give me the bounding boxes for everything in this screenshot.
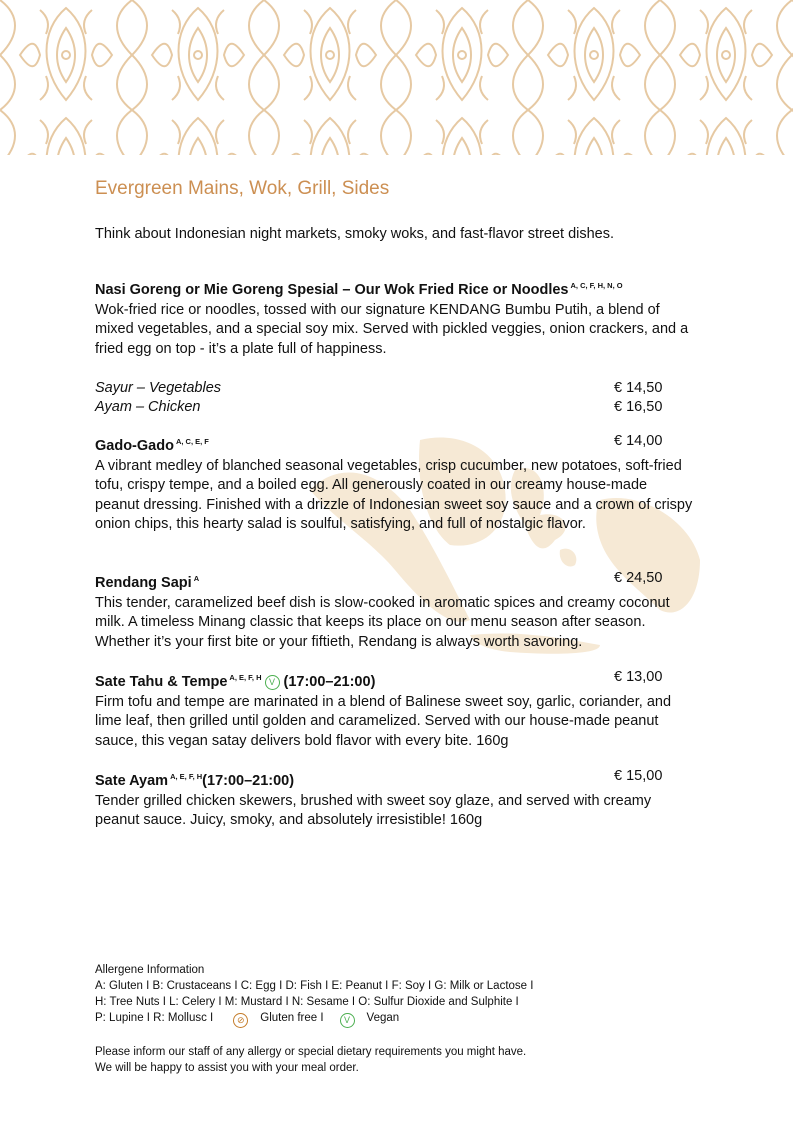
ornamental-pattern-header (0, 0, 793, 155)
serving-time: (17:00–21:00) (202, 773, 295, 789)
allergen-codes: A, C, F, H, N, O (570, 281, 623, 290)
dish-name: Nasi Goreng or Mie Goreng Spesial – Our Wok Fried Rice or Noodles (95, 282, 569, 298)
dish-description: This tender, caramelized beef dish is slow-cooked in aromatic spices and creamy coconut milk. A timeless Minang classic that keeps its place on our menu season after season. Whether it’s your first bite or your fiftieth, Rendang is always worth savoring. (95, 594, 670, 650)
allergen-information (95, 962, 715, 1028)
vegan-icon: V (340, 1013, 355, 1028)
dish-title (95, 569, 695, 594)
dish-title (95, 432, 695, 457)
dish-price: € 14,00 (614, 433, 663, 449)
dish-name: Sate Tahu & Tempe (95, 674, 228, 690)
notice-line: We will be happy to assist you with your meal order. (95, 1062, 359, 1074)
dish-description: Tender grilled chicken skewers, brushed with sweet soy glaze, and served with creamy peanut sauce. Juicy, smoky, and absolutely irresistible! 160g (95, 792, 652, 828)
gluten-free-label: Gluten free I (260, 1012, 324, 1024)
gluten-free-icon: ⊘ (233, 1013, 248, 1028)
dish-price: € 13,00 (614, 669, 663, 685)
variant-chicken (95, 398, 695, 418)
dish-sate-tahu-tempe (95, 668, 695, 751)
allergen-line-legend (95, 1010, 715, 1028)
allergen-title: Allergene Information (95, 964, 205, 976)
intro-text: Think about Indonesian night markets, smoky woks, and fast-flavor street dishes. (95, 226, 615, 242)
dish-nasi-goreng (95, 276, 695, 418)
dish-price: € 15,00 (614, 768, 663, 784)
allergen-line: P: Lupine I R: Mollusc I (95, 1012, 214, 1024)
serving-time: (17:00–21:00) (283, 674, 376, 690)
dish-rendang-sapi (95, 569, 695, 652)
allergen-codes: A, E, F, H (170, 772, 203, 781)
dish-description: Wok-fried rice or noodles, tossed with our signature KENDANG Bumbu Putih, a blend of mixed vegetables, and a special soy mix. Served with pickled veggies, onion crackers, and a fried egg on top - it’s a plate full of happiness. (95, 301, 689, 357)
allergen-codes: A (193, 574, 200, 583)
dish-title (95, 276, 695, 301)
dish-price: € 24,50 (614, 570, 663, 586)
dish-name: Gado-Gado (95, 438, 174, 454)
variant-label: Sayur – Vegetables (95, 379, 222, 396)
dietary-notice (95, 1044, 526, 1076)
dish-sate-ayam (95, 767, 695, 831)
allergen-line: H: Tree Nuts I L: Celery I M: Mustard I N: Sesame I O: Sulfur Dioxide and Sulphite I (95, 996, 519, 1008)
variant-price: € 14,50 (614, 379, 663, 396)
dish-description: A vibrant medley of blanched seasonal vegetables, crisp cucumber, new potatoes, soft-fried tofu, crispy tempe, and a boiled egg. All generously coated in our creamy house-made peanut dressing. Finished with a drizzle of Indonesian sweet soy sauce and a crown of crispy onion chips, this hearty salad is soulful, satisfying, and full of nostalgic flavor. (95, 457, 693, 532)
dish-gado-gado (95, 432, 695, 535)
dish-description: Firm tofu and tempe are marinated in a blend of Balinese sweet soy, garlic, coriander, and lime leaf, then grilled until golden and caramelized. Served with our house-made peanut sauce, this vegan satay delivers bold flavor with every bite. 160g (95, 693, 672, 749)
vegan-label: Vegan (366, 1012, 400, 1024)
section-title: Evergreen Mains, Wok, Grill, Sides (95, 178, 390, 199)
allergen-codes: A, E, F, H (229, 673, 262, 682)
dish-name: Sate Ayam (95, 773, 169, 789)
dish-name: Rendang Sapi (95, 575, 192, 591)
allergen-codes: A, C, E, F (175, 437, 209, 446)
dish-title (95, 767, 695, 792)
variant-label: Ayam – Chicken (95, 399, 201, 415)
dish-title (95, 668, 695, 693)
variant-price: € 16,50 (614, 399, 663, 415)
vegan-icon: V (265, 675, 280, 690)
notice-line: Please inform our staff of any allergy or special dietary requirements you might have. (95, 1046, 527, 1058)
allergen-line: A: Gluten I B: Crustaceans I C: Egg I D: Fish I E: Peanut I F: Soy I G: Milk or Lactose I (95, 980, 534, 992)
variant-vegetables (95, 379, 695, 399)
